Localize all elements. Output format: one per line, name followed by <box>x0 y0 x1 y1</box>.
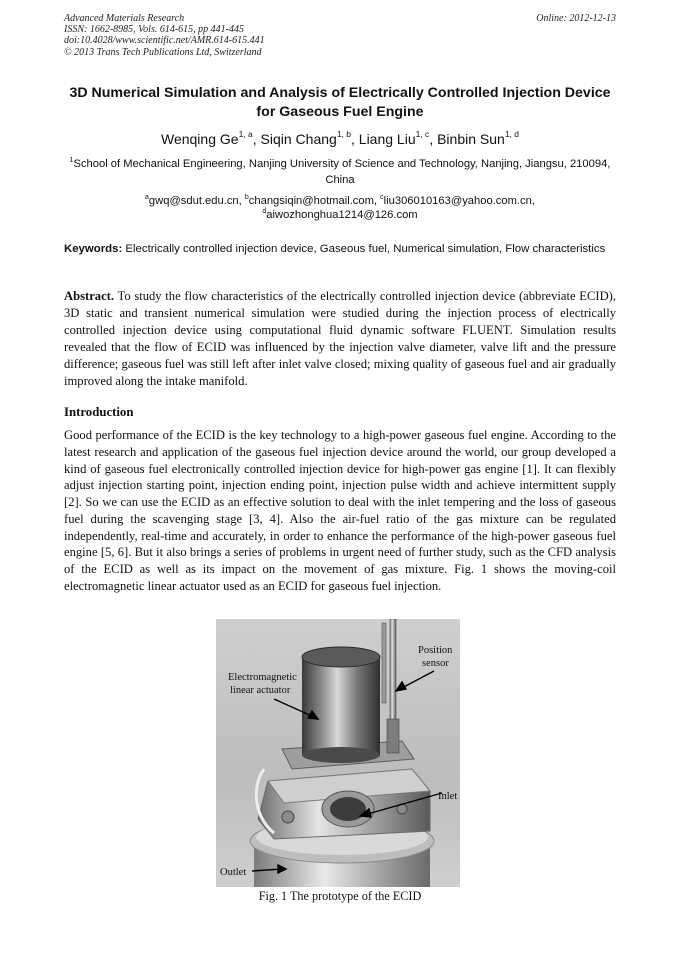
figure-label-position: Position <box>418 645 453 656</box>
keywords <box>64 242 616 257</box>
email: $^b$changsiqin@hotmail.com, <box>244 194 381 207</box>
figure-ecid-photo <box>216 619 460 887</box>
figure-label-outlet: Outlet <box>220 867 247 878</box>
abstract-label: Abstract. <box>64 289 115 303</box>
issn-line: ISSN: 1662-8985, Vols. 614-615, pp 441-445 <box>64 24 244 36</box>
figure-caption: Fig. 1 The prototype of the ECID <box>258 889 422 903</box>
copyright-line: © 2013 Trans Tech Publications Ltd, Switzerland <box>64 46 262 58</box>
abstract-text: To study the flow characteristics of the electrically controlled injection device (abbreviate ECID), 3D static and transient numerical simulation were studied during the injection process of electrically controlled injection device using computational fluid dynamic software FLUENT. Simulation results revealed that the flow of ECID was influenced by the injection valve diameter, valve lift and the pressure difference; gaseous fuel was still left after inlet valve closed; mixing quality of gaseous fuel and air gradually improved along the intake manifold. <box>64 289 617 389</box>
author: Liang Liu$^{1, c}$, <box>358 129 438 147</box>
author: Binbin Sun$^{1, d}$ <box>437 129 519 147</box>
online-date: Online: 2012-12-13 <box>536 13 616 24</box>
abstract <box>64 288 616 391</box>
email: $^c$liu306010163@yahoo.com.cn, <box>380 194 535 207</box>
figure-label-actuator-2: linear actuator <box>230 685 291 696</box>
section-heading-introduction: Introduction <box>64 405 134 419</box>
figure-label-actuator: Electromagnetic <box>228 672 297 683</box>
author-list <box>64 130 616 148</box>
keywords-label: Keywords: <box>64 243 123 255</box>
author: Siqin Chang$^{1, b}$, <box>260 129 359 147</box>
journal-header <box>64 13 616 58</box>
author: Wenqing Ge$^{1, a}$, <box>160 129 261 147</box>
journal-name: Advanced Materials Research <box>64 13 185 24</box>
email: $^a$gwq@sdut.edu.cn, <box>145 194 245 207</box>
author-emails <box>64 194 616 222</box>
email: $^d$aiwozhonghua1214@126.com <box>262 208 418 221</box>
paper-title: 3D Numerical Simulation and Analysis of Electrically Controlled Injection Device for Gaseous Fuel Engine <box>69 85 611 120</box>
affiliation: $^1$School of Mechanical Engineering, Nanjing University of Science and Technology, Nanjing, Jiangsu, 210094, China <box>69 157 611 186</box>
figure-label-inlet: Inlet <box>438 791 458 802</box>
keywords-text: Electrically controlled injection device, Gaseous fuel, Numerical simulation, Flow characteristics <box>125 243 606 255</box>
figure-label-position-2: sensor <box>422 658 449 669</box>
introduction-paragraph: Good performance of the ECID is the key technology to a high-power gaseous fuel engine. According to the latest research and application of the gaseous fuel injection device around the world, our group developed a kind of gaseous fuel electronically controlled injection device for high-power gas engine [1]. It can flexibly adjust injection starting point, injection ending point, injection pulse width and achieve intermittent supply [2]. So we can use the ECID as an effective solution to deal with the inlet tempering and the loss of gaseous fuel during the scavenging stage [3, 4]. Also the air-fuel ratio of the gas mixture can be regulated independently, real-time and accurately, in order to enhance the performance of the high-power gaseous fuel engine [5, 6]. But it also brings a series of problems in urgent need of further study, such as the CFD analysis of the ECID as well as its impact on the movement of gas mixture. Fig. 1 shows the moving-coil electromagnetic linear actuator used as an ECID for gaseous fuel injection. <box>64 428 616 593</box>
doi-line: doi:10.4028/www.scientific.net/AMR.614-615.441 <box>64 35 265 47</box>
